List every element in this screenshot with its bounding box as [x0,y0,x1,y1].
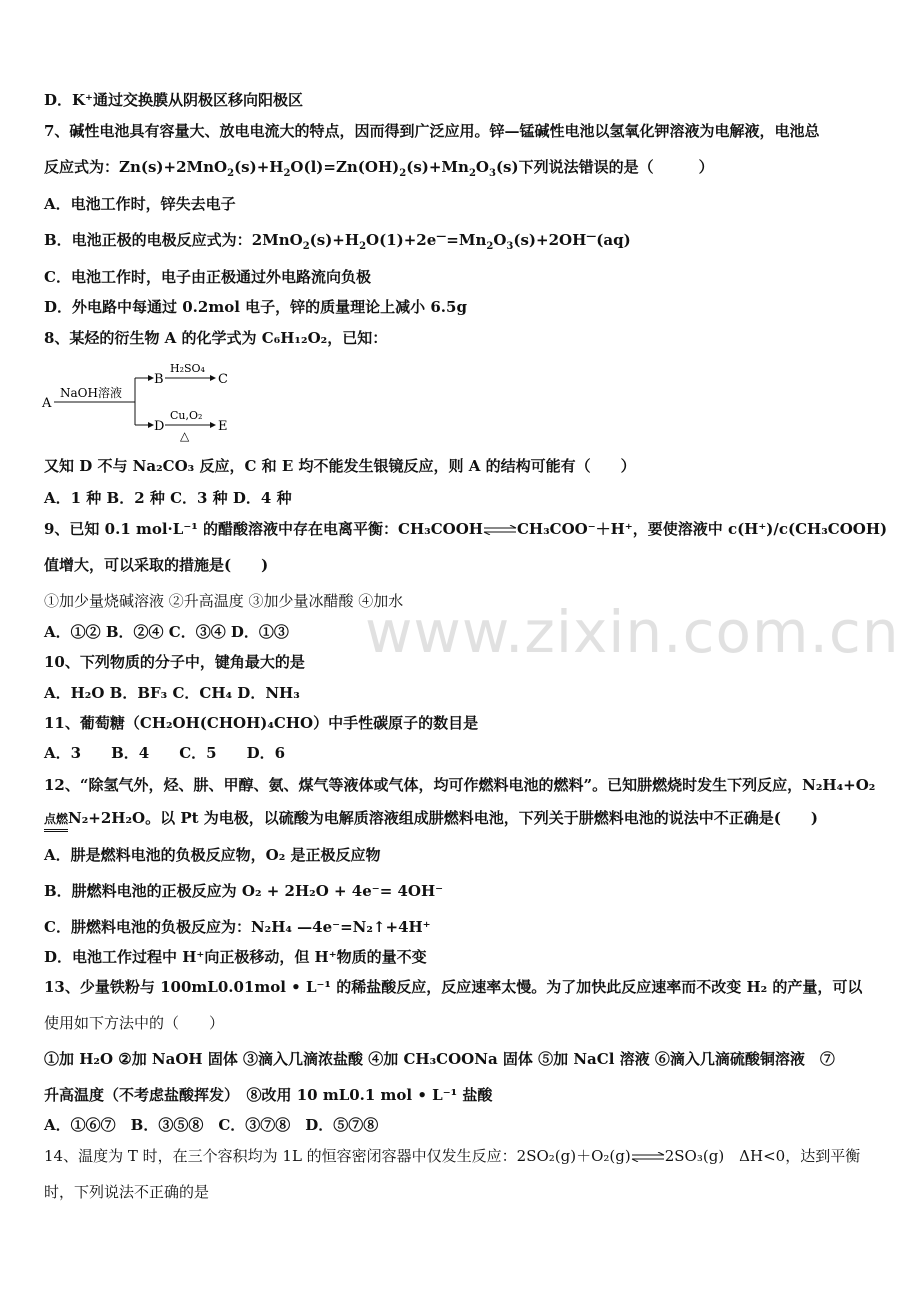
q8-stem: 8、某烃的衍生物 A 的化学式为 C₆H₁₂O₂，已知： [44,329,388,347]
q7-stem-prefix: 反应式为： [44,158,120,176]
q14-stem-part1: 14、温度为 T 时，在三个容积均为 1L 的恒容密闭容器中仅发生反应：2SO₂(g)＋O₂(g) [44,1147,631,1165]
diagram-reagent-naoh: NaOH溶液 [60,386,122,400]
q11-stem: 11、葡萄糖（CH₂OH(CHOH)₄CHO）中手性碳原子的数目是 [44,714,479,732]
q12-stem-line1: 12、“除氢气外，烃、肼、甲醇、氨、煤气等液体或气体，均可作燃料电池的燃料”。已知肼燃烧时发生下列反应，N₂H₄+O₂ [44,776,876,794]
equilibrium-arrow-icon [631,1152,665,1162]
q7-equation: $Zn(s)+2MnO_2(s)+H_2O(l)=Zn(OH)_2(s)+Mn_2O_3(s)$ [119,158,519,179]
equilibrium-arrow-icon [483,525,517,535]
q14-stem-part2: 2SO₃(g) ΔH<0，达到平衡 [664,1147,861,1165]
q12-condition-label: 点燃 [44,812,69,826]
diagram-d: D [154,419,165,434]
diagram-c: C [218,372,228,387]
q7-stem-line1: 7、碱性电池具有容量大、放电电流大的特点，因而得到广泛应用。锌—锰碱性电池以氢氧化钾溶液为电解液，电池总 [44,122,820,140]
q12-option-c: C．肼燃料电池的负极反应为：N₂H₄ —4e⁻=N₂↑+4H⁺ [44,918,431,936]
q7-option-b [44,230,631,250]
q13-stem-line2: 使用如下方法中的（ ） [44,1014,225,1032]
q7-stem-suffix: 下列说法错误的是（ ） [518,158,714,176]
q12-option-b: B．肼燃料电池的正极反应为 O₂ + 2H₂O + 4e⁻= 4OH⁻ [44,882,444,900]
q12-stem-text: N₂+2H₂O。以 Pt 为电极，以硫酸为电解质溶液组成肼燃料电池，下列关于肼燃料电池的说法中不正确是( ) [68,809,818,827]
q13-items-line1: ①加 H₂O ②加 NaOH 固体 ③滴入几滴浓盐酸 ④加 CH₃COONa 固体 ⑤加 NaCl 溶液 ⑥滴入几滴硫酸铜溶液 ⑦ [44,1050,835,1068]
q10-stem: 10、下列物质的分子中，键角最大的是 [44,653,305,671]
q9-items: ①加少量烧碱溶液 ②升高温度 ③加少量冰醋酸 ④加水 [44,592,404,610]
watermark: www.zixin.com.cn [365,598,900,666]
q12-option-d: D．电池工作过程中 H⁺向正极移动，但 H⁺物质的量不变 [44,948,427,966]
q9-stem-line2: 值增大，可以采取的措施是( ) [44,556,269,574]
q12-ignition-condition [44,808,68,829]
q14-stem-line1 [44,1146,860,1166]
q14-stem-line2: 时，下列说法不正确的是 [44,1183,210,1201]
diagram-a: A [42,396,52,411]
q7-option-a: A．电池工作时，锌失去电子 [44,195,236,213]
q7-option-c: C．电池工作时，电子由正极通过外电路流向负极 [44,268,371,286]
diagram-heat-symbol: △ [180,429,190,443]
q7-option-d: D．外电路中每通过 0.2mol 电子，锌的质量理论上减小 6.5g [44,298,467,316]
q9-options: A．①② B．②④ C．③④ D．①③ [44,623,289,641]
q11-options: A．3 B．4 C．5 D．6 [44,744,286,762]
q8-reaction-diagram [40,356,260,444]
q13-stem-line1: 13、少量铁粉与 100mL0.01mol • L⁻¹ 的稀盐酸反应，反应速率太慢。为了加快此反应速率而不改变 H₂ 的产量，可以 [44,978,863,996]
diagram-reagent-h2so4: H₂SO₄ [170,362,205,375]
q9-stem-part1: 9、已知 0.1 mol·L⁻¹ 的醋酸溶液中存在电离平衡：CH₃COOH [44,520,483,538]
q9-stem-part2: CH₃COO⁻＋H⁺，要使溶液中 c(H⁺)/c(CH₃COOH) [516,520,888,538]
q9-stem-line1 [44,519,887,539]
diagram-e: E [218,419,228,434]
q10-options: A．H₂O B．BF₃ C．CH₄ D．NH₃ [44,684,300,702]
q7-option-b-label: B．电池正极的电极反应式为： [44,231,252,249]
q12-stem-line2 [44,808,818,829]
diagram-b: B [154,372,164,387]
diagram-reagent-cu-o2: Cu,O₂ [170,409,203,422]
q7-option-b-equation: $2MnO_2(s)+H_2O(1)+2e^—=Mn_2O_3(s)+2OH^—(aq)$ [251,231,631,252]
q8-options: A．1 种 B．2 种 C．3 种 D．4 种 [44,489,292,507]
q8-line2: 又知 D 不与 Na₂CO₃ 反应，C 和 E 均不能发生银镜反应，则 A 的结构可能有（ ） [44,457,636,475]
q7-stem-line2 [44,157,714,177]
q6-option-d: D．K⁺通过交换膜从阴极区移向阳极区 [44,91,303,109]
q13-items-line2: 升高温度（不考虑盐酸挥发） ⑧改用 10 mL0.1 mol • L⁻¹ 盐酸 [44,1086,493,1104]
q12-option-a: A．肼是燃料电池的负极反应物，O₂ 是正极反应物 [44,846,381,864]
q13-options: A．①⑥⑦ B．③⑤⑧ C．③⑦⑧ D．⑤⑦⑧ [44,1116,379,1134]
